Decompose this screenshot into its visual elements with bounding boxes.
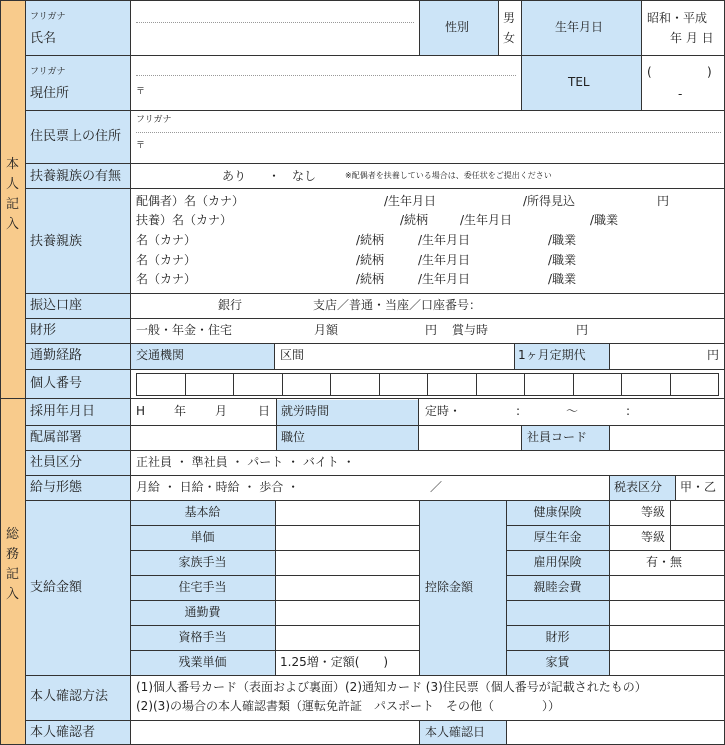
- salary-type-options[interactable]: 月給 ・ 日給・時給 ・ 歩合 ・: [136, 480, 300, 494]
- my-number-label: 個人番号: [30, 376, 83, 391]
- work-regular: 定時・: [425, 404, 462, 418]
- gender-label: 性別: [445, 20, 470, 34]
- employment-ins-yesno[interactable]: 有・無: [646, 555, 683, 569]
- pay-item-label: 単価: [190, 530, 215, 544]
- my-number-digit-box[interactable]: [524, 373, 574, 396]
- bank-branch: 支店／普通・当座／口座番号：: [313, 298, 482, 312]
- pass-label: 1ヶ月定期代: [518, 348, 586, 362]
- deduction-item-label: 財形: [545, 630, 570, 644]
- savings-monthly: 月額: [314, 323, 339, 337]
- gender-female[interactable]: 女: [503, 31, 516, 45]
- side-char: 記: [5, 197, 19, 212]
- emp-code-label: 社員コード: [527, 430, 588, 444]
- tel-field[interactable]: [642, 56, 724, 110]
- transport-label: 交通機関: [136, 348, 185, 362]
- address-furigana-label: フリガナ: [30, 67, 66, 77]
- dep2-relation: /続柄: [400, 213, 429, 227]
- work-colon2: :: [626, 404, 631, 418]
- dep1-name: 配偶者）名（カナ）: [136, 194, 245, 208]
- dep1-yen: 円: [657, 194, 670, 208]
- dep4-job: /職業: [548, 253, 577, 267]
- pay-item-label: 基本給: [184, 505, 221, 519]
- birth-era[interactable]: 昭和・平成: [647, 11, 708, 25]
- confirmer-field[interactable]: [131, 721, 419, 744]
- side-char: 記: [5, 567, 19, 582]
- hire-era: H: [136, 404, 146, 418]
- tel-paren-open: (: [647, 65, 652, 79]
- tax-class-value[interactable]: 甲・乙: [680, 480, 717, 494]
- dep3-job: /職業: [548, 233, 577, 247]
- deduction-item-label: 親睦会費: [533, 580, 582, 594]
- dep4-birth: /生年月日: [418, 253, 471, 267]
- savings-bonus: 賞与時: [452, 323, 489, 337]
- pay-item-label: 資格手当: [178, 630, 227, 644]
- dep4-name: 名（カナ）: [136, 253, 197, 267]
- department-label: 配属部署: [30, 430, 83, 445]
- pay-item-label: 家族手当: [178, 555, 227, 569]
- deduction-item-label: 厚生年金: [533, 530, 582, 544]
- section-label: 区間: [280, 348, 305, 362]
- my-number-digit-box[interactable]: [282, 373, 332, 396]
- dependents-exist-label: 扶養親族の有無: [30, 169, 122, 184]
- id-confirm-label: 本人確認方法: [30, 689, 109, 704]
- side-char: 入: [5, 217, 19, 232]
- dependents-dot: ・: [268, 169, 281, 183]
- dep5-relation: /続柄: [356, 272, 385, 286]
- side-label-admin: [0, 525, 25, 615]
- name-field[interactable]: [131, 25, 419, 55]
- registered-postal-mark: 〒: [136, 141, 146, 151]
- dep2-job: /職業: [590, 213, 619, 227]
- confirm-date-label: 本人確認日: [425, 725, 486, 739]
- dep5-job: /職業: [548, 272, 577, 286]
- dep4-relation: /続柄: [356, 253, 385, 267]
- address-postal-mark: 〒: [136, 87, 146, 97]
- position-label: 職位: [281, 430, 306, 444]
- my-number-digit-box[interactable]: [573, 373, 623, 396]
- hire-year: 年: [174, 404, 187, 418]
- dependents-note: ※配偶者を扶養している場合は、委任状をご提出ください: [345, 171, 552, 180]
- savings-yen1: 円: [425, 323, 438, 337]
- bank-label: 振込口座: [30, 298, 83, 313]
- name-furigana-label: フリガナ: [30, 12, 66, 22]
- savings-label: 財形: [30, 323, 57, 338]
- salary-type-label: 給与形態: [30, 480, 83, 495]
- pay-item-label: 住宅手当: [178, 580, 227, 594]
- my-number-digit-box[interactable]: [233, 373, 283, 396]
- side-char: 入: [5, 587, 19, 602]
- employee-type-label: 社員区分: [30, 455, 83, 470]
- pension-grade: 等級: [641, 530, 666, 544]
- my-number-digit-box[interactable]: [476, 373, 526, 396]
- dep3-relation: /続柄: [356, 233, 385, 247]
- side-char: 本: [5, 157, 19, 172]
- id-confirm-line1: (1)個人番号カード（表面および裏面）(2)通知カード (3)住民票（個人番号が記載されたもの）: [136, 680, 647, 694]
- dependents-label: 扶養親族: [30, 234, 83, 249]
- pay-item-label: 残業単価: [178, 655, 227, 669]
- id-confirm-line2: (2)(3)の場合の本人確認書類（運転免許証 パスポート その他（ ））: [136, 699, 560, 713]
- registered-address-field[interactable]: [150, 135, 720, 161]
- address-furigana-line[interactable]: [136, 75, 516, 76]
- my-number-digit-box[interactable]: [136, 373, 186, 396]
- dep2-name: 扶養）名（カナ）: [136, 213, 233, 227]
- tel-label: TEL: [568, 75, 590, 89]
- name-label: 氏名: [30, 31, 57, 46]
- dep3-birth: /生年月日: [418, 233, 471, 247]
- dep1-birth: /生年月日: [384, 194, 437, 208]
- birth-label: 生年月日: [555, 20, 604, 34]
- registered-address-label: 住民票上の住所: [30, 129, 122, 144]
- work-colon1: :: [516, 404, 521, 418]
- position-field[interactable]: [419, 426, 521, 450]
- side-char: 人: [5, 177, 19, 192]
- tax-class-label: 税表区分: [614, 480, 663, 494]
- commute-label: 通勤経路: [30, 348, 83, 363]
- my-number-digit-box[interactable]: [621, 373, 671, 396]
- dependents-yes[interactable]: あり: [222, 169, 247, 183]
- side-char: 総: [5, 527, 19, 542]
- name-furigana-line[interactable]: [136, 22, 414, 23]
- my-number-digit-box[interactable]: [330, 373, 380, 396]
- registered-furigana-label: フリガナ: [136, 115, 172, 125]
- registered-furigana-line[interactable]: [136, 132, 721, 133]
- birth-ymd: 年 月 日: [670, 31, 714, 45]
- bank-suffix: 銀行: [218, 298, 243, 312]
- dep3-name: 名（カナ）: [136, 233, 197, 247]
- health-grade: 等級: [641, 505, 666, 519]
- tel-paren-close: ): [707, 65, 712, 79]
- savings-types[interactable]: 一般・年金・住宅: [136, 323, 233, 337]
- dep5-name: 名（カナ）: [136, 272, 197, 286]
- hire-day: 日: [258, 404, 271, 418]
- side-label-personal: [0, 155, 25, 245]
- pay-item-label: 通勤費: [184, 605, 221, 619]
- my-number-digit-box[interactable]: [379, 373, 429, 396]
- emp-code-field[interactable]: [610, 426, 724, 450]
- deduction-item-label: 健康保険: [533, 505, 582, 519]
- my-number-digit-box[interactable]: [185, 373, 235, 396]
- confirm-date-field[interactable]: [507, 721, 724, 744]
- hire-date-label: 採用年月日: [30, 404, 96, 419]
- dep1-income: /所得見込: [523, 194, 576, 208]
- my-number-digit-box[interactable]: [427, 373, 477, 396]
- bank-field[interactable]: [131, 294, 724, 318]
- deduction-item-label: 雇用保険: [533, 555, 582, 569]
- work-hours-label: 就労時間: [281, 404, 330, 418]
- hire-month: 月: [215, 404, 228, 418]
- overtime-option[interactable]: 1.25増・定額( ): [280, 655, 389, 669]
- dep2-birth: /生年月日: [460, 213, 513, 227]
- tel-dash: -: [678, 87, 683, 101]
- savings-yen2: 円: [576, 323, 589, 337]
- my-number-digit-box[interactable]: [670, 373, 720, 396]
- dependents-no[interactable]: なし: [292, 169, 317, 183]
- salary-type-slash: ／: [430, 480, 443, 494]
- confirmer-label: 本人確認者: [30, 725, 96, 740]
- deduction-label: 控除金額: [425, 580, 474, 594]
- label-column: [25, 0, 130, 745]
- pay-amount-label: 支給金額: [30, 580, 83, 595]
- dep5-birth: /生年月日: [418, 272, 471, 286]
- address-label: 現住所: [30, 86, 70, 101]
- department-field[interactable]: [131, 426, 276, 450]
- employee-type-options[interactable]: 正社員 ・ 準社員 ・ パート ・ バイト ・: [136, 455, 355, 469]
- gender-male[interactable]: 男: [503, 11, 516, 25]
- side-char: 務: [5, 547, 19, 562]
- work-tilde: 〜: [566, 404, 579, 418]
- pass-yen: 円: [707, 348, 720, 362]
- address-field[interactable]: [150, 80, 520, 108]
- deduction-item-label: 家賃: [545, 655, 570, 669]
